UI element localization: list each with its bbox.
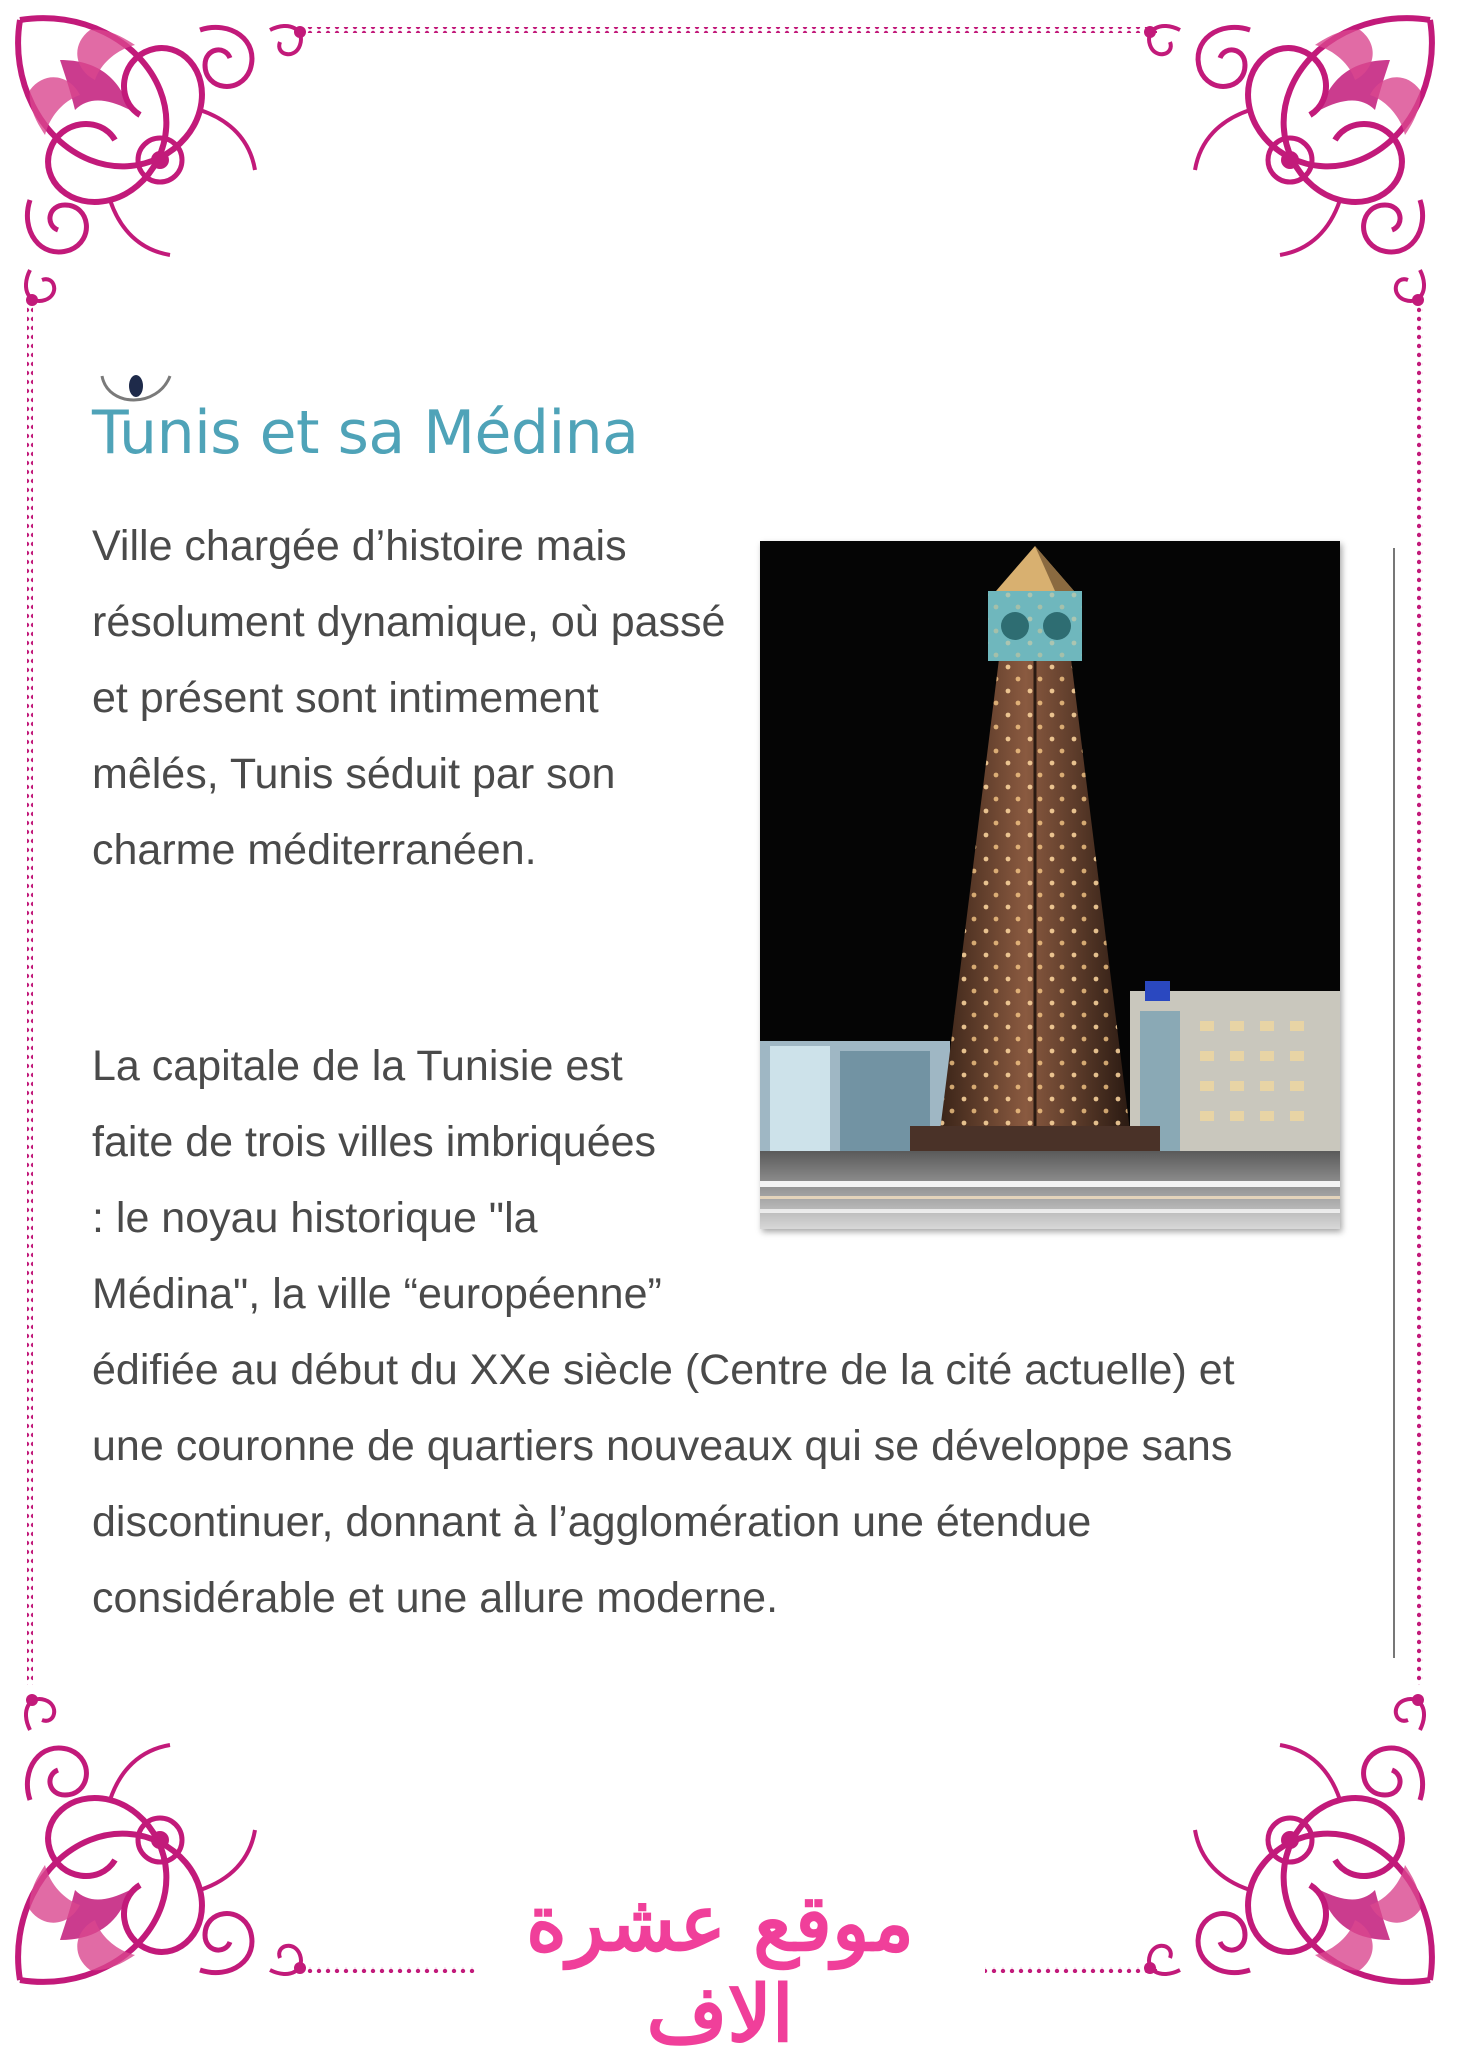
floral-corner-bottom-right-icon xyxy=(1144,1694,1432,1982)
paragraph-line: La capitale de la Tunisie est xyxy=(92,1042,623,1090)
floral-corner-top-left-icon xyxy=(18,18,306,306)
clock-tower-photo xyxy=(760,541,1340,1229)
floral-corner-bottom-left-icon xyxy=(18,1694,306,1982)
paragraph-line: Médina", la ville “européenne” xyxy=(92,1270,662,1318)
page-title: Tunis et sa Médina xyxy=(92,398,639,468)
capital-paragraph-wide xyxy=(92,1332,1362,1636)
site-name-footer: موقع عشرة الاف xyxy=(525,1878,915,2060)
capital-paragraph-narrow xyxy=(92,1028,732,1332)
paragraph-line: une couronne de quartiers nouveaux qui se développe sans xyxy=(92,1422,1233,1470)
intro-paragraph: Ville chargée d’histoire mais résolument dynamique, où passé et présent sont intimement mêlés, Tunis séduit par son charme méditerranéen. xyxy=(92,522,726,874)
paragraph-line: considérable et une allure moderne. xyxy=(92,1574,779,1622)
vertical-divider xyxy=(1393,548,1395,1658)
paragraph-line: discontinuer, donnant à l’agglomération une étendue xyxy=(92,1498,1092,1546)
paragraph-line: : le noyau historique "la xyxy=(92,1194,538,1242)
paragraph-line: édifiée au début du XXe siècle (Centre de la cité actuelle) et xyxy=(92,1346,1235,1394)
floral-corner-top-right-icon xyxy=(1144,18,1432,306)
paragraph-line: faite de trois villes imbriquées xyxy=(92,1118,657,1166)
